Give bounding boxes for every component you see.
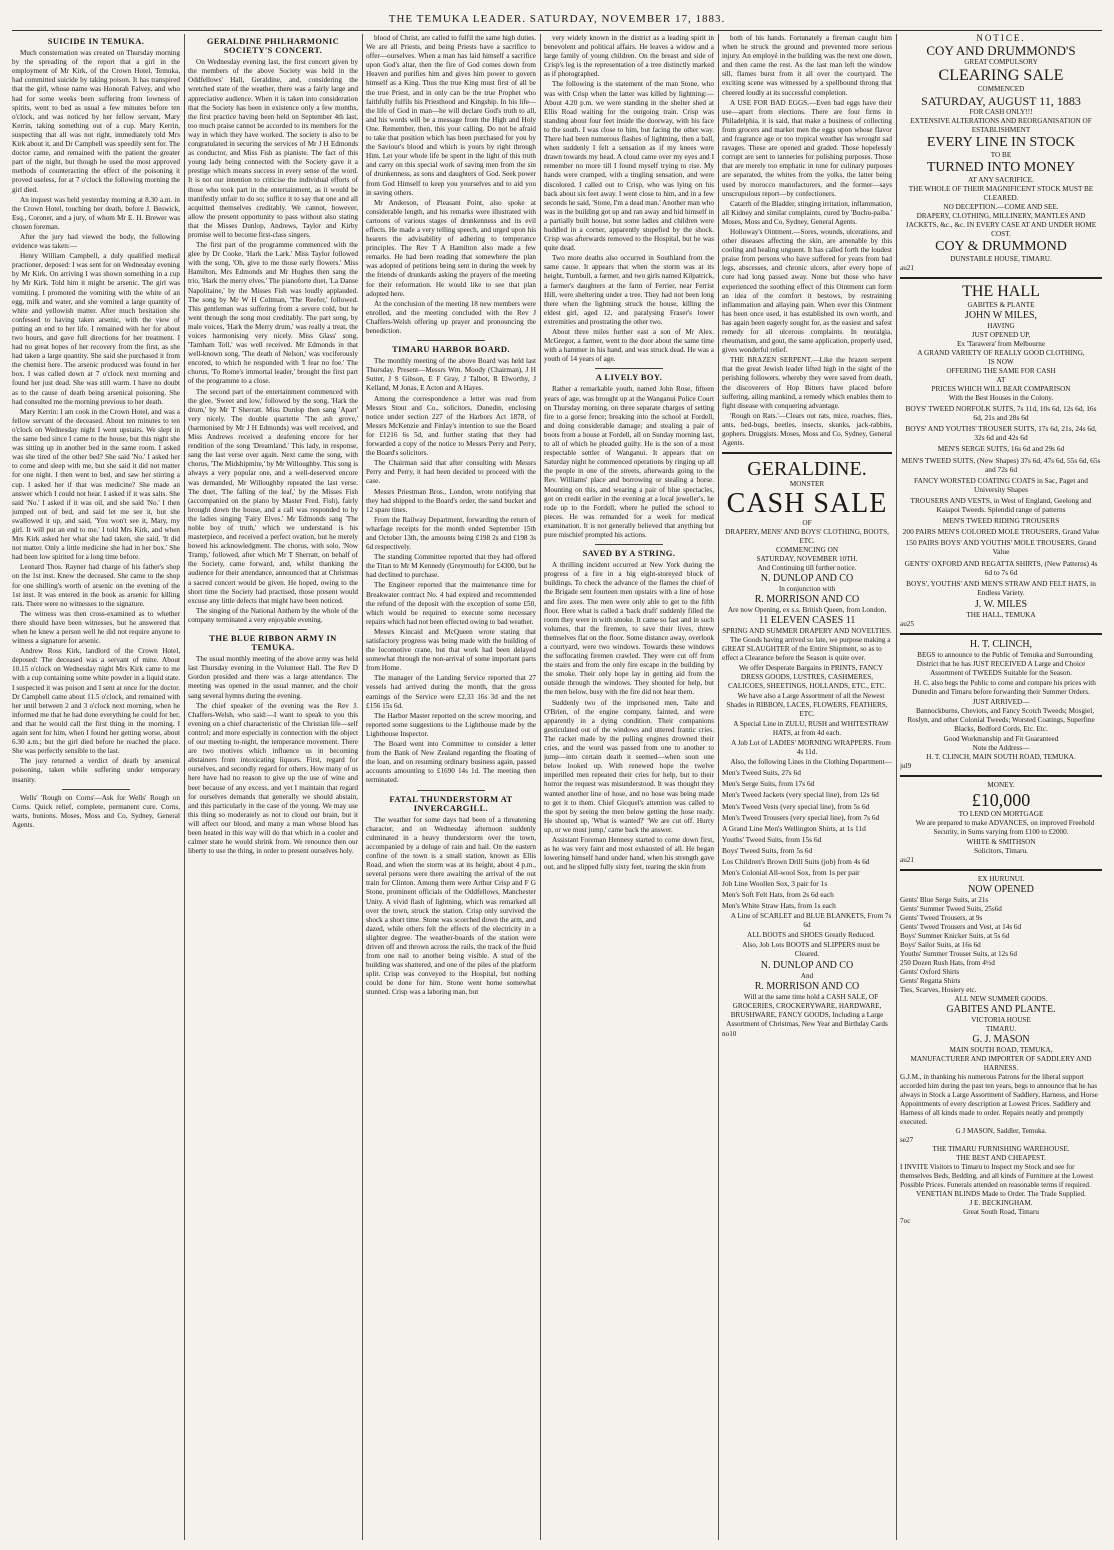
article-body-blue-ribbon [188,655,358,856]
paragraph: The following is the statement of the man Stone, who was with Crisp when the latter was killed by lightning:—About 4.20 p.m. we were standing in the shelter shed at Ellis Road waiting for the outgoing train. Crisp was standing about four feet inside the doorway, with his face to the south. I was close to him, but facing the other way. There had been numerous flashes of lightning, then a ball, when suddenly I felt a sensation as if my knees were drawn towards my head. A cloud came over my eyes and I remember no more till I found myself trying to rise. My hands were cramped, with a tingling sensation, and were discolored. I called out to Crisp, who was lying on his back about six feet away. I went close to him, and in a few seconds he said, 'Stone, I'm a dead man.' Another man who was in the building got up and ran away and hid himself in a partially built house, but some ladies and children were huddled in a corner, apparently stupefied by the shock. Crisp was afterwards removed to the Hospital, but he was quite dead. [544,80,714,253]
paragraph: Men's Tweed Jackets (very special line), from 12s 6d [722,790,879,800]
paragraph: The manager of the Landing Service reported that 27 vessels had arrived during the month, that the gross earnings of the Service were £2,33 16s 3d and the net £156 15s 6d. [366,674,536,710]
paragraph: From the Railway Department, forwarding the return of wharfage receipts for the month ended September 15th and October 13th, the amounts being £198 2s and £198 3s 6d respectively. [366,515,536,552]
ad-text: THE TIMARU FURNISHING WAREHOUSE. [932,1144,1070,1153]
article-body-thunderstorm-cont [544,34,714,364]
paragraph: Catarrh of the Bladder, stinging irritation, inflammation, all Kidney and similar complaints, cured by 'Buchu-paiba.' Moses, Moss and Co, Sydney, General Agents. [722,199,892,226]
list-item: Youths' Summer Trouser Suits, at 12s 6d [900,949,1017,958]
ad-firm: COY AND DRUMMOND'S [926,43,1076,59]
list-item: Gents' Tweed Trousers and Vest, at 14s 6d [900,922,1022,931]
ad-text: NO DECEPTION.—COME AND SEE. [943,203,1059,212]
divider [900,277,1102,279]
article-body-suicide [12,49,180,785]
column-rule [718,34,719,1540]
column-2 [188,34,358,1540]
paragraph: BOYS' AND YOUTHS' TROUSER SUITS, 17s 6d, 21s, 24s 6d, 32s 6d and 42s 6d [905,424,1097,443]
paragraph: The jury returned a verdict of death by arsenical poisoning, taken while suffering under temporary insanity. [12,757,180,784]
ad-text: PRICES WHICH WILL BEAR COMPARISON [931,385,1071,394]
paragraph: TROUSERS AND VESTS, in West of England, Geelong and Kaiapoi Tweeds. Splendid range of patterns [910,495,1092,515]
paragraph: Among the correspondence a letter was read from Messrs Stout and Co., solicitors, Dunedin, enclosing notice under section 227 of the Harbors Act 1878, of Messrs McKenzie and Finlay's intention to sue the Board for £1216 6s 5d, and further stating that they had forwarded a copy of the notice to Messrs Perry and Perry, the Board's solicitors. [366,394,536,458]
ad-text: SATURDAY, AUGUST 11, 1883 [921,94,1081,109]
ad-coy-drummond [900,43,1102,273]
divider [722,452,892,454]
divider [417,340,485,341]
paragraph: The standing Committee reported that they had offered the Titan to Mr M Kennedy (Greymouth) for £4300, but he had declined to purchase. [366,553,536,580]
list-item: Boys' Sailor Suits, at 16s 6d [900,940,981,949]
ad-text: Solicitors, Timaru. [974,846,1028,855]
ad-text: 11 ELEVEN CASES 11 [758,615,856,627]
ad-text: A Line of SCARLET and BLUE BLANKETS, From 7s 6d [730,912,892,930]
ad-text: Will at the same time hold a CASH SALE, OF GROCERIES, CROCKERYWARE, HARDWARE, BRUSHWARE, FANCY GOODS, Including a Large Assortment of Christmas, New Year and Birthday Cards [726,993,888,1029]
ad-text: OF [802,519,812,528]
ad-text: THE WHOLE OF THEIR MAGNIFICENT STOCK MUST BE CLEARED. [908,185,1094,203]
paragraph: The Board went into Committee to consider a letter from the Bank of New Zealand regarding the floating of the loan, and on resuming ordinary business again, passed accounts amounting to £1690 14s 1d. The meeting then terminated. [366,740,536,785]
article-heading-suicide: SUICIDE IN TEMUKA. [47,36,145,46]
ad-code: jul9 [900,761,912,770]
column-5 [722,34,892,1540]
column-rule [896,34,897,1540]
ad-item-list [900,404,1102,597]
paragraph: The singing of the National Anthem by the whole of the company terminated a very enjoyable evening. [188,606,358,624]
paragraph: Youths' Tweed Suits, from 15s 6d [722,834,822,844]
ad-text: With the Best Houses in the Colony. [948,394,1054,403]
article-heading-thunderstorm: FATAL THUNDERSTORM AT INVERCARGILL. [389,793,513,813]
ad-text: OFFERING THE SAME FOR CASH [946,367,1056,376]
ad-item-list [722,768,892,910]
paragraph: 150 PAIRS BOYS' AND YOUTHS' MOLE TROUSERS, Grand Value [905,538,1097,557]
ad-firm: H. T. CLINCH, [969,638,1033,650]
ad-text: We offer Desperate Bargains in PRINTS, FANCY DRESS GOODS, LUSTRES, CASHMERES, CALICOES, SHEETINGS, HOLLANDS, ETC., ETC. [727,664,887,691]
paragraph: The Harbor Master reported on the screw mooring, and reported some suggestions to the Lighthouse made by the Lighthouse Inspector. [366,711,536,738]
paragraph: THE BRAZEN SERPENT.—Like the brazen serpent that the great Jewish leader lifted high in the sight of the perishing followers, whereby they were saved from death, the discoverers of Hop Bitters have placed before suffering, ailing mankind, a remedy which enables them to fight disease with conquering advantage. [722,356,892,410]
ad-rough-on-corns: Wells' 'Rough on Corns'—Ask for Wells' Rough on Corns. Quick relief, complete, permanent cure. Corns, warts, bunions. Moses, Moss and Co, Sydney, General Agents. [12,793,180,829]
article-heading-blue-ribbon: THE BLUE RIBBON ARMY IN TEMUKA. [209,633,337,653]
masthead: THE TEMUKA LEADER. SATURDAY, NOVEMBER 17, 1883. [388,13,726,25]
ad-code: au21 [900,264,914,273]
paragraph: About three miles further east a son of Mr Alex. McGregor, a farmer, went to the door about the same time with a hammer in his hand, and was struck dead. He was a youth of 14 years of age. [544,328,714,364]
ad-firm: G. J. MASON [972,1033,1030,1045]
ad-firm: WHITE & SMITHSON [966,837,1036,846]
notice-heading: NOTICE. [976,34,1026,43]
ad-text: A Special Line in ZULU, RUSH and WHITESTRAW HATS, at from 4d each. [733,720,889,738]
article-heading-philharmonic: GERALDINE PHILHARMONIC SOCIETY'S CONCERT. [206,36,340,56]
paragraph: Messrs Priestman Bros., London, wrote notifying that they had shipped to the Board's order, the sand bucket and 12 spare tines. [366,487,536,514]
divider [900,775,1102,777]
ad-text: H. C. also begs the Public to come and compare his prices with Dunedin and Timaru before forwarding their Summer Orders. [912,678,1096,696]
ad-text: Bannockburns, Cheviots, and Fancy Scotch Tweeds; Mosgiel, Roslyn, and other Colonial Tweeds; Worsted Coatings, Superfine Blacks, Bedford Cords, Etc. Etc. [907,706,1095,733]
paragraph: Two more deaths also occurred in Southland from the same cause. It appears that when the storm was at its height, Turnbull, a farmer, and two girls named Kilpatrick, a farmer's daughters at the farm of Ferrier, near Ferrist Hill, were sheltering under a tree. They had not been long there when the lightning struck the house, killing the eldest girl, aged 12, and paralysing Fraser's lower extremities and prostrating the other two. [544,254,714,326]
paragraph: Men's Tweed Suits, 27s 6d [722,768,801,778]
ad-text: TIMARU. [985,1024,1017,1033]
ad-gabites-plante [900,875,1102,1226]
article-body-harbor [366,357,536,785]
ad-text: We have also a Large Assortment of all the Newest Shades in RIBBON, LACES, FLOWERS, FEATHERS, ETC. [726,692,888,719]
paragraph: Men's White Straw Hats, from 1s each [722,901,836,911]
ad-text: And [800,972,814,981]
paragraph: A Grand Line Men's Wellington Shirts, at 1s 11d [722,823,866,833]
paragraph: MEN'S TWEED SUITS, (New Shapes) 37s 6d, 47s 6d, 55s 6d, 65s and 72s 6d [901,455,1101,474]
ad-text: DUNSTABLE HOUSE, TIMARU. [950,255,1052,264]
ad-geraldine-cash-sale [722,458,892,1039]
ad-text: COMMENCED [977,85,1025,94]
paragraph: Holloway's Ointment.—Sores, wounds, ulcerations, and other diseases affecting the skin, are amenable by this cooling and healing unguent. It has called forth the loudest praise from persons who have suffered for years from bad legs, abscesses, and chronic ulcers, after every hope of cure had long passed away. None but those who have experienced the soothing effect of this Ointment can form an idea of the comfort it bestows, by restraining inflammation and allaying pain. When ever this Ointment has been once used, it has established its own worth, and has again been eagerly sought for, as the easiest and safest remedy for all ulcerous complaints. In neuralgia, rheumatism, and gout, the same application, properly used, gives wonderful relief. [722,227,892,355]
list-item: 250 Dozen Rush Hats, from 4½d [900,958,995,967]
ad-firm: R. MORRISON AND CO [754,594,860,606]
paragraph: Andrew Ross Kirk, landlord of the Crown Hotel, deposed: The deceased was a servant of mine. About 10.15 o'clock on Wednesday night Mrs Kirk came to me with a cup containing some white powder in a liquid state. I suspected it was poison and I sent at once for the doctor. Dr Campbell came about 11.5 o'clock, and remained with her until between 2 and 3 o'clock next morning, when he informed me that he had done everything he could for her, and that he would call the first thing in the morning. I again sent for him, when I found her getting worse, about 6.30 a.m.; but the girl died before he reached the place. She was perfectly sensible to the last. [12,647,180,756]
article-body-thunderstorm [366,816,536,998]
column-rule [184,34,185,1540]
ad-firm: R. MORRISON AND CO [754,981,860,993]
paragraph: Job Line Woollen Sox, 3 pair for 1s [722,879,828,889]
list-item: Gents' Oxford Shirts [900,967,960,976]
ad-text: G.J.M., in thanking his numerous Patrons for the liberal support accorded him during the past ten years, begs to announce that he has always in Stock a Large Assortment of Saddlery, Harness, and Horse Appointments of every description at Lowest Prices. Saddlery and Harness of all kinds made to order. Repairs neatly and promptly executed. [900,1072,1098,1126]
ad-text: ALL BOOTS and SHOES Greatly Reduced. [747,931,875,940]
ad-text: Note the Address— [972,743,1030,752]
paragraph: Men's Tweed Vests (very special line), from 5s 6d [722,801,870,811]
ad-text: TO BE [990,151,1012,160]
column-1 [12,34,180,1540]
article-heading-lively-boy: A LIVELY BOY. [595,372,663,383]
paragraph: The chief speaker of the evening was the Rev J. Chaffers-Welsh, who said:—I want to speak to you this evening on a chief characteristic of the Christian life—self control; and more especially in connection with the object of our meeting to-night, the temperance movement. There are two motives which influence us in becoming abstainers from intoxicating liquors. First, regard for ourselves, and secondly regard for others. How many of us here have had no reason to give up the use of wine and beer because of any excess, and yet I maintain that regard for ourselves demands that generally we should abstain, and this particularly in the case of the young. We may use this thing so moderately as not to cloud our brain, but it will affect our blood, and many a man whose blood has been heated in this way will do that which in a cooler and calmer state he would shrink from. We renounce then our liberty to use the thing, in order to present ourselves holy. [188,701,358,856]
ad-firm: COY & DRUMMOND [935,239,1067,255]
paragraph: Mr Anderson, of Pleasant Point, also spoke at considerable length, and his remarks were illustrated with cartoons of various stages of drunkenness and its evil effects. He made a very telling speech, and urged upon his hearers the advisability of adhering to temperance principles. The Rev T A Hamilton also made a few remarks. He had been reading that somewhere the plan was adopted of petitions being sent in during the week by the friends of drunkards asking the prayers of the meeting for their reformation. He would like to see that plan adopted here. [366,198,536,298]
ad-text: Also, Job Lots BOOTS and SLIPPERS must be Cleared. [742,941,880,959]
ad-text: EX HURUNUI. [977,874,1025,883]
column-rule [540,34,541,1540]
paragraph: MEN'S SERGE SUITS, 16s 6d and 29s 6d [937,444,1065,454]
ad-text: THE HALL, TEMUKA [966,610,1036,619]
paragraph: MEN'S TWEED RIDING TROUSERS [942,516,1060,526]
ad-text: £10,000 [971,789,1031,810]
paragraph: The first part of the programme commenced with the glee by Dr Cooke, 'Hark the Lark.' Miss Taylor followed with the song, 'Oh, give to me those early flowers.' Miss Hamilton, Mrs Edmonds and Mr Hughes then sang the trio, 'Hark the merry elves.' The pianoforte duet, 'La Danse Napolitaine,' by the Misses Fish was loudly applauded. The song by Mr W H Coltman, 'The Reefer,' followed. This gentleman was suffering from a severe cold, but he went through the song most creditably. The part song, by male voices, 'Hark the Merry drum,' was really a treat, the voices harmonising very nicely. Miss Glass' song, 'Tarnham Toll,' was well received. Mr Edmonds in that well-known song, 'The death of Nelson,' was vociferously encored, to which he responded with 'I fear no foe.' The chorus, 'To Rome's immortal leader,' brought the first part of the programme to a close. [188,241,358,386]
ad-firm: NOW OPENED [968,883,1034,895]
article-body-lively-boy [544,385,714,540]
list-item: Gents' Summer Tweed Suits, 25s6d [900,904,1002,913]
ad-text: G J MASON, Saddler, Temuka. [955,1126,1047,1135]
article-body-blue-ribbon-cont [366,34,536,336]
paragraph: An inquest was held yesterday morning at 8.30 a.m. in the Crown Hotel, touching her death, before J. Beswick, Esq., Coroner, and a jury, of whom Mr E. H. Brewer was chosen foreman. [12,195,180,231]
column-rule [362,34,363,1540]
paragraph: 'Rough on Rats.'—Clears out rats, mice, roaches, flies, ants, bed-bugs, beetles, insects, skunks, jack-rabbits, gophers. Druggists. Moses, Moss and Co, Sydney, General Agents. [722,411,892,448]
ad-text: ALL NEW SUMMER GOODS. [954,994,1048,1003]
paragraph: Men's Soft Felt Hats, from 2s 6d each [722,890,834,900]
paragraph: Men's Serge Suits, from 17s 6d [722,779,815,789]
paragraph: BOYS' TWEED NORFOLK SUITS, 7s 11d, 10s 6d, 12s 6d, 16s 6d, 21s and 28s 6d [905,404,1097,423]
ad-text: Great South Road, Timaru [963,1207,1039,1216]
paragraph: A thrilling incident occurred at New York during the progress of a fire in a big eight-storeyed block of buildings. To check the advance of the flames the chief of the Brigade sent fourteen men upstairs with a line of hose and fire axes. The men were only able to get to the fifth floor. Here what is called a 'back draft' suddenly filled the room they were in with smoke. It came so fast and in such volumes, that the firemen, to save their lives, threw themselves flat on the floor. Some distance away, overlook a courtyard, were two windows. Towards these windows the suffocating firemen crawled. They were cut off from the stairs and from the only fire escape in the building by the smoke. Their only hope lay in getting aid from the outside through the windows. They shouted for help, but the men below, busy with the fire did not hear them. [544,561,714,697]
ad-text: THE BEST AND CHEAPEST. [956,1153,1046,1162]
ad-text: MONSTER [789,480,825,489]
ad-text: I INVITE Visitors to Timaru to Inspect my Stock and see for themselves Beds, Bedding, and all kinds of Furniture at the Lowest Possible Prices. Funerals attended on reasonable terms if required. [900,1162,1094,1189]
ad-text: DRAPERY, MENS' AND BOYS' CLOTHING, BOOTS, ETC. [725,528,889,546]
list-item: Gents' Regatta Shirts [900,976,961,985]
ad-text: SATURDAY, NOVEMBER 10TH. [756,555,858,564]
ad-text: SPRING AND SUMMER DRAPERY AND NOVELTIES. [722,627,892,636]
ad-text: MONEY. [987,780,1015,789]
ad-text: DRAPERY, CLOTHING, MILLINERY, MANTLES AND JACKETS, &c., &c. IN EVERY CASE AT AND UNDER HOME COST. [905,212,1097,239]
list-item: Ties, Scarves, Hosiery etc. [900,985,977,994]
ad-text: BEGS to announce to the Public of Temuka and Surrounding District that he has JUST RECEIVED A Large and Choice Assortment of TWEEDS Suitable for the Season. [916,650,1093,677]
ad-text: GABITES & PLANTE [967,301,1035,310]
ad-text: H. T. CLINCH, MAIN SOUTH ROAD, TEMUKA. [926,752,1076,761]
paragraph: Leonard Thos. Rayner had charge of his father's shop on the 1st inst. Knew the deceased. She came to the shop for one shilling's worth of arsenic on the evening of the 1st inst. It was entered in the book as arsenic for killing rats. There were no witnesses to the signature. [12,563,180,608]
article-body-saved-by-string [544,561,714,872]
paragraph: Men's Tweed Trousers (very special line), from 7s 6d [722,812,880,822]
paragraph: A USE FOR BAD EGGS.—Even bad eggs have their use—apart from elections. There are four firms in Philadelphia, it is said, that make a business of collecting from grocers and market men the eggs upon whose flavor and fragrance age or too tropical weather has wrought sad ravages. These are opened and graded. Those hopelessly corrupt are sent to tanneries for polishing purposes. Those that are merely too emphatic in tone for culinary purposes are separated, the whites from the yolks, the latter being used by morocco manufacturers, and the former—says unscrupulous report—by confectioners. [722,98,892,198]
paragraph: very widely known in the district as a leading spirit in benevolent and political affairs. He leaves a widow and a large family of young children. On the breast and side of Crisp's leg is the representation of a tree distinctly marked as if photographed. [544,34,714,79]
ad-text: EVERY LINE IN STOCK [926,135,1076,151]
article-body-philharmonic [188,58,358,625]
ad-text: In conjunction with [778,585,836,594]
ad-code: au25 [900,619,914,628]
ad-text: JUST ARRIVED— [972,697,1030,706]
paragraph: FANCY WORSTED COATING COATS in Sac, Paget and University Shapes [914,475,1088,494]
ad-text: CLEARING SALE [938,67,1064,85]
ad-text: VENETIAN BLINDS Made to Order. The Trade Supplied. [916,1189,1086,1198]
ad-text: GREAT COMPULSORY [964,58,1038,67]
ad-firm: THE HALL [962,283,1040,301]
ad-code: no10 [722,1030,737,1039]
paragraph: Los Children's Brown Drill Suits (job) from 4s 6d [722,856,870,866]
paragraph: On Wednesday evening last, the first concert given by the members of the above Society was held in the Oddfellows' Hall, Geraldine, and, considering the wretched state of the weather, there was a fairly large and appreciative audience. When it is taken into consideration that the Society has been in existence only a few months, the first practice having been held on September 4th last, too much praise cannot be accorded to its members for the way in which they have worked. The society is also to be congratulated in securing the services of Mr J H Edmonds as conductor, and Miss Fish as pianiste. The fact of this young lady being connected with the Society gave it a prestige which means success in every sense of the word. It is not our intention to criticise the individual efforts of those who took part in the entertainment, as it would be manifestly unfair to do so; suffice it to say that one and all acquitted themselves creditably. We cannot, however, allow the present opportunity to pass without also stating that the Misses Dunlop, Andrews, Taylor and Kirby promise well to become first-class singers. [188,58,358,239]
article-body-misc [722,34,892,448]
ad-text: HAVING [987,322,1015,331]
list-item: Boys' Summer Knicker Suits, at 5s 6d [900,931,1010,940]
ad-text: COMMENCING ON [775,546,839,555]
paragraph: BOYS', YOUTHS' AND MEN'S STRAW AND FELT HATS, in Endless Variety. [906,578,1096,597]
paragraph: Rather a remarkable youth, named John Rose, fifteen years of age, was brought up at the Wanganui Police Court on Thursday morning, on three separate charges of setting fire to a gorse fence; breaking into the school at Fordell, and doing considerable damage; and stealing a pair of boots from a house at Fordell, all on Sunday morning last, to all of which he pleaded guilty. He is the son of a most respectable settler of Wanganui. It appears that on Saturday night he commenced operations by ringing up all the people in one of the streets, afterwards going to the Rev. Williams' place and borrowing or stealing a horse. Mounting on this, and wearing a pair of blue spectacles, got on credit earlier in the evening at a local jeweller's, he rode up to the Fordell, where he pulled the school to pieces. He was remanded for a week for medical examination. It is not generally believed that anything but pure mischief prompted his actions. [544,385,714,539]
divider [595,544,663,545]
paragraph: The monthly meeting of the above Board was held last Thursday. Present—Messrs Wm. Moody (Chairman), J H Sutter, J S Gibson, E F Gray, J Talbot, R Elworthy, J Kelland, M Jonas, E Acton and A Hayes. [366,357,536,393]
paragraph: Assistant Foreman Hennesy started to come down first, as he was very faint and most exhausted of all. He began lowering himself hand under hand, when his strength gave out, and he slipped fully sixty feet, tearing the skin from [544,835,714,872]
paragraph: At the conclusion of the meeting 18 new members were enrolled, and the meeting concluded with the Rev J Chaffers-Welsh offering up prayer and pronouncing the benediction. [366,299,536,335]
ad-firm: N. DUNLOP AND CO [760,960,854,972]
ad-text: IS NOW [988,358,1014,367]
paragraph: Henry William Campbell, a duly qualified medical practioner, deposed: I was sent for on Wednesday evening by Mr Kirk. On arriving I was shown something in a cup by Mr Kirk. Told him it might be arsenic. The girl was vomiting. I promoted the vomiting with the white of an egg, milk and water, and she vomited a large quantity of white and yellowish matter. After much hesitation she confessed to having taken arsenic, with the view of putting an end to her life. I remained with her for about two hours, and gave full directions for her treatment. I had no great hopes of her recovery from the first, as she had taken a large quantity. She said she purchased it from the chemist here. The arsenic produced was found in her box. I was called down at 7 o'clock next morning and found her just dead. She was still warm. I have no doubt as to the cause of death being arsenical poisoning. She had consulted me the morning previous to her death. [12,252,180,406]
ad-clinch [900,639,1102,771]
list-item: Gents' Blue Serge Suits, at 21s [900,895,989,904]
paragraph: The weather for some days had been of a threatening character, and on Wednesday afternoon suddenly culminated in a heavy thunderstorm over the town, accompanied by a deluge of rain and hail. On the eastern confine of the town is a small station, known as Ellis Road, and when the storm was at its height, about 4 p.m., several persons were there awaiting the arrival of the out train for Clinton. Among them were Arthur Crisp and F G Stone, prominent officials of the Oddfellows, Manchester Unity. A vivid flash of lightning, which was remarked all over the town, struck the station. Crisp only survived the shock a short time. Stone was scorched down the arm, and dazed, while others felt the effects of the electricity in a slighter degree. The weather-boards of the station were driven off and thrown across the rails, the track of the fluid from one nail to another being visible. A stud of the building was shattered, and one of the piles of the platform split. Crisp was conveyed to the Hospital, but nothing could be done for him. Stone went home somewhat stunned. Crisp was a laboring man, but [366,815,536,997]
masthead-rule [12,30,1102,31]
ad-text: AT [996,376,1006,385]
ad-firm: N. DUNLOP AND CO [760,573,854,585]
paragraph: The Chairman said that after consulting with Messrs Perry and Perry, it had been decided to proceed with the case. [366,459,536,486]
paragraph: both of his hands. Fortunately a fireman caught him when he struck the ground and prevented more serious injury. An employé in the building was the next one down, and then came the rest. As the last man left the window sill, flames burst from it all over the courtyard. The exciting scene was witnessed by a spellbound throng that cheered loudly at its successful completion. [722,34,892,97]
column-3 [366,34,536,1540]
ad-text: A Job Lot of LADIES' MORNING WRAPPERS. From 4s 11d. [731,739,891,757]
paragraph: The usual monthly meeting of the above army was held last Thursday evening in the Volunteer Hall. The Rev D Gordon presided and there was a large attendance. The meeting was opened in the usual manner, and the choir sang several hymns during the evening. [188,655,358,700]
divider [62,789,129,790]
ad-the-hall [900,283,1102,629]
paragraph: The Engineer reported that the maintenance time for Breakwater contract No. 4 had expired and recommended the refund of the deposit with the exception of some £50, which would be required to execute some necessary repairs which had not been effected owing to bad weather. [366,581,536,626]
divider [417,790,485,791]
ad-code: au21 [900,855,914,864]
column-6 [900,34,1102,1540]
paragraph: After the jury had viewed the body, the following evidence was taken:— [12,232,180,251]
ad-money [900,781,1102,865]
paragraph: The second part of the entertainment commenced with the glee, 'Sweet and low,' followed by the song, 'Hark the drum,' by Mr T Sherratt. Miss Dunlop then sang 'Apart' very nicely. The double quartette 'The ash grove,' (harmonised by Mr J H Edmonds) was well received, and Miss Andrews received a deafening encore for her rendition of the song 'Dreamland.' This lady, in response, sang the last verse over again. Next came the song, with chorus, 'The Midshipmite,' by Mr Willoughby. This song is always a very popular one, and a well-deserved encore was demanded, Mr Willoughby repeated the last verse. The duet, 'The falling of the leaf,' by the Misses Fish (accompanied on the piano by Master Fred. Fish), fairly brought down the house, and a call was responded to by the ladies singing 'Fairy Elves.' Mr Edmonds sang 'The noble boy of truth,' which we understand is his masterpiece, and received a perfect ovation, but he merely bowed his acknowledgment. The chorus, with solo, 'Now Tramp,' followed, after which Mr T Sherratt, on behalf of the Society, came forward, and, whilst thanking the audience for their attendance, announced that at Christmas a sacred concert would be given. He hoped, owing to the short time the Society had practised, those present would excuse any little defects that might have been noticed. [188,387,358,605]
paragraph: Boys' Tweed Suits, from 5s 6d [722,845,813,855]
ad-firm: JOHN W MILES, [964,310,1038,322]
ad-text: And Continuing till further notice. [757,564,857,573]
paragraph: 200 PAIRS MEN'S COLORED MOLE TROUSERS, Grand Value [902,527,1100,537]
article-heading-saved-by-string: SAVED BY A STRING. [582,548,676,559]
article-heading-harbor: TIMARU HARBOR BOARD. [392,344,510,355]
paragraph: GENTS' OXFORD AND REGATTA SHIRTS, (New Patterns) 4s 6d to 7s 6d [904,558,1098,577]
ad-text: Also, the following Lines in the Clothing Department— [730,758,892,767]
ad-text: Ex 'Tarawera' from Melbourne [956,340,1046,349]
ad-text: EXTENSIVE ALTERATIONS AND REORGANISATION OF ESTABLISHMENT [910,117,1092,135]
ad-firm: J. W. MILES [974,598,1028,610]
ad-text: MAIN SOUTH ROAD, TEMUKA, [949,1045,1053,1054]
paragraph: blood of Christ, are called to fulfil the same high duties. We are all Priests, and being Priests have a sacrifice to offer—ourselves. When a man has laid himself a sacrifice upon God's altar, then the fire of God comes down from Heaven and purifies him and gives him power to govern himself as a King. Thus the true King must first of all be the true Priest, and in only can be the true Prophet who faithfully fulfils his Priesthood and Kingship. In his life—the life of God in man—he will declare God's truth to all, and his words will be a message from the High and Holy One. Remember, then, this your calling. Do not be afraid to take that position which has been purchased for you by the Saviour's blood and which is yours by right through Him. Let your whole life be spent in the light of this truth and carry on this special work of saving men from the sin of drunkenness, as sons and daughters of God. Seek power from God Himself to keep you yourselves and to aid you in saving others. [366,34,536,197]
divider [595,368,663,369]
paragraph: Mary Kerrin: I am cook in the Crown Hotel, and was a fellow servant of the deceased. About ten minutes to ten o'clock on Wednesday night I went upstairs. We slept in the same bed since I came to the house, but this night she was sitting up in another bed in the same room. I asked was she tired of the other bed? She said 'No.' I asked her to come and sleep with me, but she said it did not matter for one night. I then went to bed, and saw her stirring a cup. I asked her if that was medicine? She made an answer which I could not hear. I asked if it was salts. She said 'No.' I asked if it was oil, and she said 'No.' I then jumped out of bed, and said let me see it, but she swallowed it up, and said, 'You won't see it, Mary, my girl. It will put an end to me.' I told Mrs Kirk, and when Mrs Kirk asked her what she had taken, she said, 'It did not matter. Only a little medicine she had in her box.' She had been low spirited for a long time before. [12,407,180,562]
ad-text: MANUFACTURER AND IMPORTER OF SADDLERY AND HARNESS. [910,1054,1092,1072]
divider [900,869,1102,871]
paragraph: Men's Colonial All-wool Sox, from 1s per pair [722,868,860,878]
divider [239,629,307,630]
ad-text: FOR CASH ONLY!!! [969,108,1033,117]
ad-code: se27 [900,1135,914,1144]
ad-text: JUST OPENED UP, [971,331,1031,340]
paragraph: Much consternation was created on Thursday morning by the spreading of the report that a girl in the employment of Mr Kirk, of the Crown Hotel, Temuka, had committed suicide by taking poison. It has transpired that the girl, whose name was Honorah Falvey, and who had for some weeks been suffering from lowness of spirits, went to bed as usual a few minutes before ten o'clock, and was noticed by her fellow servant, Mary Kerrin, taking something out of a cup. Mary Kerrin, suspecting that all was not right, immediately told Mrs Kirk about it, and Dr Campbell was speedily sent for. The doctor came, and remained with the patient the greater part of the night, but though he used the most approved methods of counteracting the effect of the poisoning it proved useless, for at 7 o'clock the following morning the girl died. [12,49,180,194]
ad-text: A GRAND VARIETY OF REALLY GOOD CLOTHING, [917,349,1085,358]
ad-text: The Goods having arrived so late, we purpose making a GREAT SLAUGHTER of the Entire Shipment, so as to effect a Clearance before the Season is quite over. [722,636,891,663]
column-4 [544,34,714,1540]
list-item: Gents' Tweed Trousers, at 9s [900,913,983,922]
ad-firm: J E. BECKINGHAM. [969,1198,1033,1207]
ad-text: VICTORIA HOUSE [971,1015,1031,1024]
ad-text: AT ANY SACRIFICE. [968,176,1034,185]
ad-text: Are now Opening, ex s.s. British Queen, from London, [727,606,887,615]
divider [900,633,1102,635]
ad-text: TO LEND ON MORTGAGE [958,809,1044,818]
ad-text: CASH SALE [726,488,888,520]
ad-text: Good Workmanship and Fit Guaranteed [943,734,1059,743]
ad-firm: GABITES AND PLANTE. [946,1003,1056,1015]
ad-code: 7oc [900,1216,911,1225]
ad-text: We are prepared to make ADVANCES, on improved Freehold Security, in Sums varying from £100 to £2000. [915,818,1095,836]
paragraph: Messrs Kincaid and McQueen wrote stating that satisfactory progress was being made with the building of the locomotive crane, but that work had been delayed somewhat through the non-arrival of some important parts from Home. [366,627,536,673]
ad-title: GERALDINE. [747,458,867,481]
ad-text: TURNED INTO MONEY [926,160,1076,176]
paragraph: The witness was then cross-examined as to whether there should have been witnesses, but he answered that when he knew a person well he did not require anyone to witness a signature for arsenic. [12,609,180,646]
paragraph: Suddenly two of the imprisoned men, Taite and O'Brien, of the engine company, fainted, and were apparently in a dying condition. Their companions gesticulated out of the windows and uttered frantic cries. The racket made by the pulling engines drowned their cries, and the word was passed from one to another to jump—into certain death it seemed—when soon one below looked up. With renewed hope the twelve imperilled men repeated their cries for help, but to their horror the request was misunderstood. It was thought they wanted another line of hose, and no hose was being made to get it to them. Chief Gicquel's attention was called to the spot by seeing the men below getting the hose ready. He shouted up, 'What is wanted?' 'We are cut off. Hurry up, or we must jump,' came back the answer. [544,698,714,834]
